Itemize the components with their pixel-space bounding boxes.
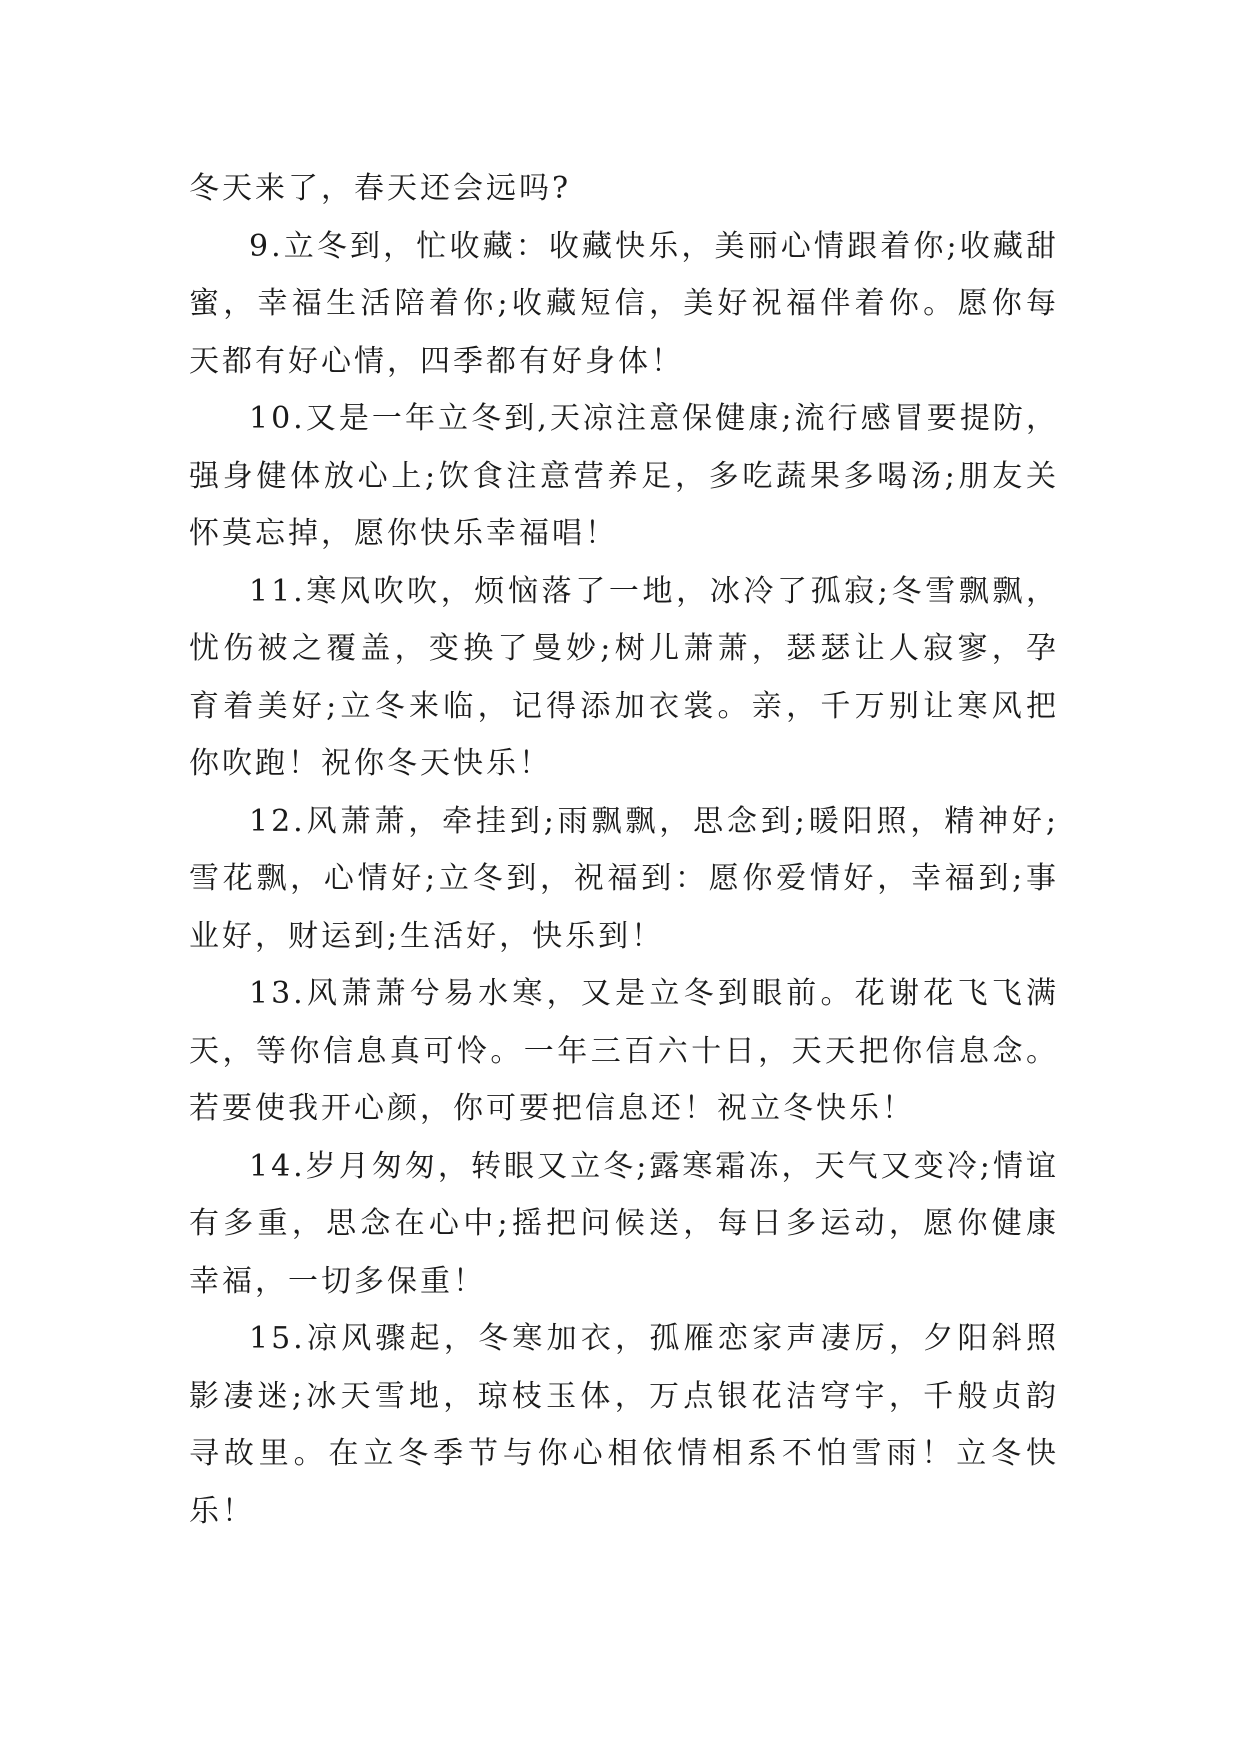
- document-body: [189, 160, 1059, 1540]
- paragraph-item-13: 13.风萧萧兮易水寒，又是立冬到眼前。花谢花飞飞满天，等你信息真可怜。一年三百六十日，天天把你信息念。若要使我开心颜，你可要把信息还！祝立冬快乐！: [189, 976, 1059, 1126]
- paragraph-item-9: 9.立冬到，忙收藏：收藏快乐，美丽心情跟着你;收藏甜蜜，幸福生活陪着你;收藏短信，美好祝福伴着你。愿你每天都有好心情，四季都有好身体！: [189, 228, 1059, 379]
- paragraph-item-10: 10.又是一年立冬到,天凉注意保健康;流行感冒要提防，强身健体放心上;饮食注意营养足，多吃蔬果多喝汤;朋友关怀莫忘掉，愿你快乐幸福唱！: [189, 401, 1059, 551]
- paragraph-item-12: 12.风萧萧，牵挂到;雨飘飘，思念到;暖阳照，精神好;雪花飘，心情好;立冬到，祝福到：愿你爱情好，幸福到;事业好，财运到;生活好，快乐到！: [189, 803, 1059, 954]
- paragraph-item-15: 15.凉风骤起，冬寒加衣，孤雁恋家声凄厉，夕阳斜照影凄迷;冰天雪地，琼枝玉体，万点银花洁穹宇，千般贞韵寻故里。在立冬季节与你心相依情相系不怕雪雨！立冬快乐！: [189, 1321, 1059, 1529]
- paragraph-continuation: 冬天来了，春天还会远吗?: [189, 171, 572, 206]
- paragraph-item-11: 11.寒风吹吹，烦恼落了一地，冰冷了孤寂;冬雪飘飘，忧伤被之覆盖，变换了曼妙;树儿萧萧，瑟瑟让人寂寥，孕育着美好;立冬来临，记得添加衣裳。亲，千万别让寒风把你吹跑！祝你冬天快乐！: [189, 573, 1059, 781]
- paragraph-item-14: 14.岁月匆匆，转眼又立冬;露寒霜冻，天气又变冷;情谊有多重，思念在心中;摇把问候送，每日多运动，愿你健康幸福，一切多保重！: [189, 1148, 1059, 1299]
